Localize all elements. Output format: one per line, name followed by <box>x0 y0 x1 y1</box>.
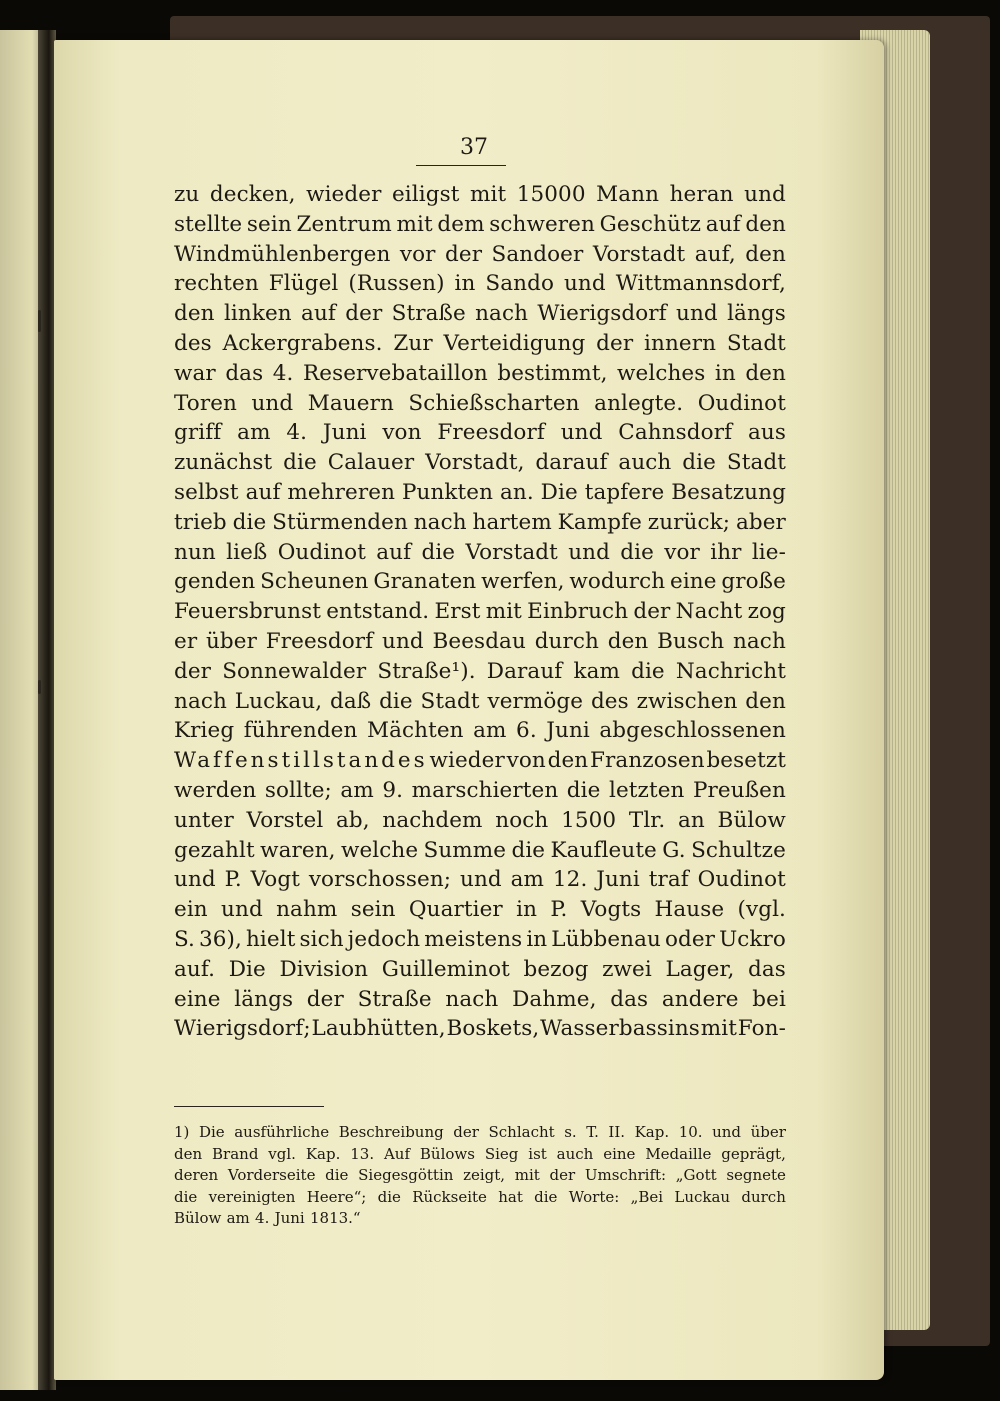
text-line: war das 4. Reservebataillon bestimmt, welches in den <box>174 360 786 386</box>
text-line: Feuersbrunst entstand. Erst mit Einbruch der Nacht zog <box>174 599 786 625</box>
text-line: trieb die Stürmenden nach hartem Kampfe zurück; aber <box>174 509 786 535</box>
text-line: der Sonnewalder Straße¹). Darauf kam die Nachricht <box>174 658 786 684</box>
footnote <box>174 1122 786 1230</box>
text-line: des Ackergrabens. Zur Verteidigung der innern Stadt <box>174 330 786 356</box>
text-line: nun ließ Oudinot auf die Vorstadt und die vor ihr lie- <box>174 539 786 565</box>
body-text <box>174 180 786 1044</box>
text-line: genden Scheunen Granaten werfen, wodurch eine große <box>174 569 786 595</box>
text-line: eine längs der Straße nach Dahme, das andere bei <box>174 986 786 1012</box>
footnote-rule <box>174 1106 324 1107</box>
margin-mark <box>38 680 41 694</box>
text-line: und P. Vogt vorschossen; und am 12. Juni traf Oudinot <box>174 867 786 893</box>
text-line: selbst auf mehreren Punkten an. Die tapfere Besatzung <box>174 479 786 505</box>
text-line: gezahlt waren, welche Summe die Kaufleute G. Schultze <box>174 837 786 863</box>
margin-mark <box>38 310 41 332</box>
book-page <box>54 40 884 1380</box>
text-line: unter Vorstel ab, nachdem noch 1500 Tlr. an Bülow <box>174 807 786 833</box>
text-line: werden sollte; am 9. marschierten die letzten Preußen <box>174 777 786 803</box>
text-line: zu decken, wieder eiligst mit 15000 Mann heran und <box>174 182 786 207</box>
text-line: Krieg führenden Mächten am 6. Juni abgeschlossenen <box>174 718 786 744</box>
page-number: 37 <box>460 135 488 160</box>
text-line: griff am 4. Juni von Freesdorf und Cahnsdorf aus <box>174 420 786 446</box>
text-line: Wierigsdorf; Laubhütten, Boskets, Wasserbassins mit Fon- <box>174 1016 786 1042</box>
text-line: den linken auf der Straße nach Wierigsdorf und längs <box>174 301 786 327</box>
text-line: 1) Die ausführliche Beschreibung der Schlacht s. T. II. Kap. 10. und über <box>174 1123 786 1141</box>
text-line: ein und nahm sein Quartier in P. Vogts Hause (vgl. <box>174 897 786 923</box>
text-line: nach Luckau, daß die Stadt vermöge des zwischen den <box>174 688 786 714</box>
text-line: die vereinigten Heere“; die Rückseite hat die Worte: „Bei Luckau durch <box>174 1187 786 1206</box>
text-line: Toren und Mauern Schießscharten anlegte. Oudinot <box>174 390 786 416</box>
text-line: Waffenstillstandes wieder von den Franzosen besetzt <box>174 748 786 774</box>
text-line: er über Freesdorf und Beesdau durch den Busch nach <box>174 628 786 654</box>
text-line: auf. Die Division Guilleminot bezog zwei Lager, das <box>174 956 786 982</box>
text-line: rechten Flügel (Russen) in Sando und Wittmannsdorf, <box>174 271 786 297</box>
text-line: deren Vorderseite die Siegesgöttin zeigt, mit der Umschrift: „Gott segnete <box>174 1166 786 1185</box>
text-line: stellte sein Zentrum mit dem schweren Geschütz auf den <box>174 211 786 237</box>
text-line: Bülow am 4. Juni 1813.“ <box>174 1209 361 1228</box>
header-rule <box>416 165 506 166</box>
text-line: S. 36), hielt sich jedoch meistens in Lübbenau oder Uckro <box>174 926 786 952</box>
text-line: zunächst die Calauer Vorstadt, darauf auch die Stadt <box>174 450 786 476</box>
text-line: Windmühlenbergen vor der Sandoer Vorstadt auf, den <box>174 241 786 267</box>
text-line: den Brand vgl. Kap. 13. Auf Bülows Sieg ist auch eine Medaille geprägt, <box>174 1144 786 1163</box>
